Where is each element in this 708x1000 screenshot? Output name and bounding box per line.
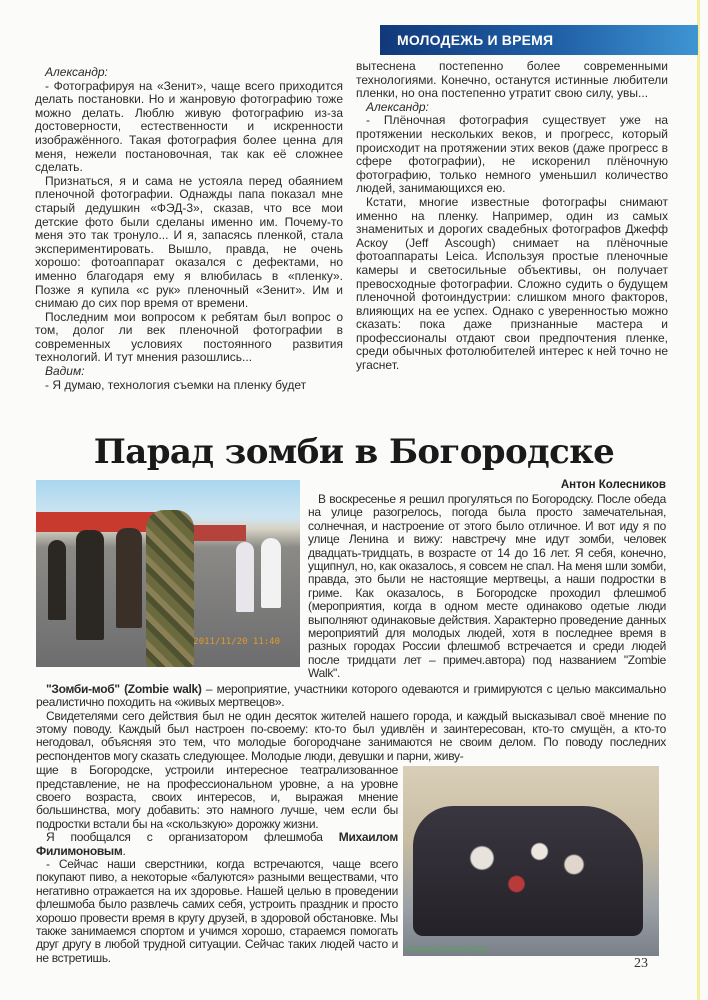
- definition-term: "Зомби-моб" (Zombie walk): [46, 681, 202, 696]
- zombie-group-photo: [403, 766, 659, 956]
- photo-figure: [116, 528, 142, 628]
- article-left-column: [36, 764, 398, 965]
- interview-right-column: [356, 60, 668, 373]
- organizer-name: Михаилом Филимоновым: [36, 830, 398, 858]
- photo-figure: [48, 540, 66, 620]
- article-full-width-text: [36, 683, 666, 763]
- photo-credit: Фотограф: Светлана Рулёва: [407, 947, 487, 954]
- speaker-label: Вадим:: [45, 364, 85, 379]
- paragraph: Признаться, я и сама не устояла перед обаянием пленочной фотографии. Однажды папа показал мне старый дедушкин «ФЭД-3», сказав, что все мои детские фото были сделаны именно им. Почему-то меня это так тронуло... И я, запасясь пленкой, стала экспериментировать. Вышло, правда, не очень хорошо: фотоаппарат оказался с дефектами, но именно благодаря ему я влюбилась в «пленку». Позже я купила «с рук» пленочный «Зенит». Им и снимаю до сих пор время от времени.: [35, 173, 343, 311]
- photo-figure: [236, 542, 254, 612]
- paragraph: - Я думаю, технология съемки на пленку будет: [45, 377, 307, 392]
- organizer-intro: Я пообщался с организатором флешмоба: [46, 830, 339, 845]
- photo-camo-figure: [146, 510, 194, 667]
- paragraph: вытеснена постепенно более современными технологиями. Конечно, останутся истинные любители пленки, но она постепенно утратит свою силу, увы...: [356, 59, 668, 101]
- section-banner: МОЛОДЕЖЬ И ВРЕМЯ: [380, 25, 698, 55]
- zombie-walk-street-photo: [36, 480, 300, 667]
- photo-figure: [261, 538, 281, 608]
- speaker-label: Александр:: [45, 65, 108, 79]
- paragraph: щие в Богородске, устроили интересное театрализованное представление, не на профессиональном уровне, а на уровне своего возраста, своих интересов, и, выражая мнение большинства, могу добавить: это намного лучше, чем если бы подростки встали бы на «скользкую» дорожку жизни.: [36, 763, 398, 831]
- paragraph: Кстати, многие известные фотографы снимают именно на пленку. Например, один из самых знаменитых и дорогих свадебных фотографов Джефф Аскоу (Jeff Ascough) снимает на плёночные фотоаппараты Leica. Используя простые пленочные камеры и светосильные объективы, он получает превосходные фотографии. Сложно судить о будущем пленочной фотоиндустрии: слишком много факторов, влияющих на ее успех. Однако с уверенностью можно сказать: пока даже признанные мастера и профессионалы отдают свои предпочтения пленке, среди обычных фотолюбителей интерес к ней точно не угаснет.: [356, 194, 668, 373]
- photo-figure: [76, 530, 104, 640]
- paragraph: В воскресенье я решил прогуляться по Богородску. После обеда на улице разогрелось, погода была просто замечательная, солнечная, и настроение от этого было отличное. И вот иду я по улице Ленина и вижу: навстречу мне идут зомби, человек двадцать-тридцать, в возрасте от 14 до 16 лет. Я себя, конечно, ущипнул, но, как оказалось, я совсем не спал. На меня шли зомби, правда, это были не настоящие мертвецы, а наши подростки в гриме. Как оказалось, в Богородске проходил флешмоб (мероприятия, когда в одном месте одинаково одетые люди выполняют одинаковые действия. Характерно проведение данных мероприятий для молодых людей, хотя в последнее время в разных городах России флешмоб встречается и среди людей после тридцати лет – примеч.автора) под названием "Zombie Walk".: [308, 492, 666, 681]
- page-edge-rule: [697, 0, 700, 1000]
- interview-left-column: [35, 66, 343, 392]
- article-intro-column: [308, 493, 666, 681]
- paragraph: Последним мои вопросом к ребятам был вопрос о том, долог ли век пленочной фотографии в современных условиях постоянного развития технологий. И тут мнения разошлись...: [35, 309, 343, 365]
- photo-building: [186, 525, 246, 541]
- quote-paragraph: - Сейчас наши сверстники, когда встречаются, чаще всего покупают пиво, а некоторые «балуются» разными веществами, что негативно отражается на их здоровье. Нашей целью в проведении флешмоба было развлечь самих себя, устроить праздник и просто хорошо провести время в кругу друзей, в здоровой обстановке. Мы также занимаемся спортом и учимся хорошо, стараемся помогать друг другу в любой трудной ситуации. Сейчас таких людей часто и не встретишь.: [36, 856, 398, 965]
- paragraph: - Плёночная фотография существует уже на протяжении нескольких веков, и прогресс, который происходит на протяжении этих веков (даже прогресс в сфере фотографии), не искоренил плёночную фотографию, только немного уменьшил количество людей, занимающихся ею.: [356, 113, 668, 196]
- page-number: 23: [634, 956, 648, 971]
- paragraph: [36, 831, 398, 858]
- speaker-label: Александр:: [366, 99, 429, 114]
- definition-paragraph: [36, 683, 666, 710]
- article-headline: Парад зомби в Богородске: [93, 432, 615, 472]
- organizer-end: .: [122, 843, 126, 858]
- article-author: Антон Колесников: [560, 479, 666, 491]
- definition-text: – мероприятие, участники которого одеваются и гримируются с целью максимально реалистично походить на «живых мертвецов».: [36, 681, 666, 710]
- paragraph: - Фотографируя на «Зенит», чаще всего приходится делать постановки. Но и жанровую фотографию тоже можно делать. Люблю живую фотографию из-за достоверности, естественности и искренности изображённого. Такая фотография более ценна для меня, нежели постановочная, так как её сложнее сделать.: [35, 78, 343, 175]
- paragraph: Свидетелями сего действия был не один десяток жителей нашего города, и каждый высказывал своё мнение по этому поводу. Каждый был настроен по-своему: кто-то был удивлён и заинтересован, кто-то смущён, а кто-то негодовал, объясняя это тем, что молодые богородчане занимаются не своим делом. По поводу последних респондентов могу сказать следующее. Молодые люди, девушки и парни, живу-: [36, 708, 666, 763]
- photo-timestamp: 2011/11/20 11:40: [193, 637, 280, 647]
- photo-crowd: [413, 806, 643, 936]
